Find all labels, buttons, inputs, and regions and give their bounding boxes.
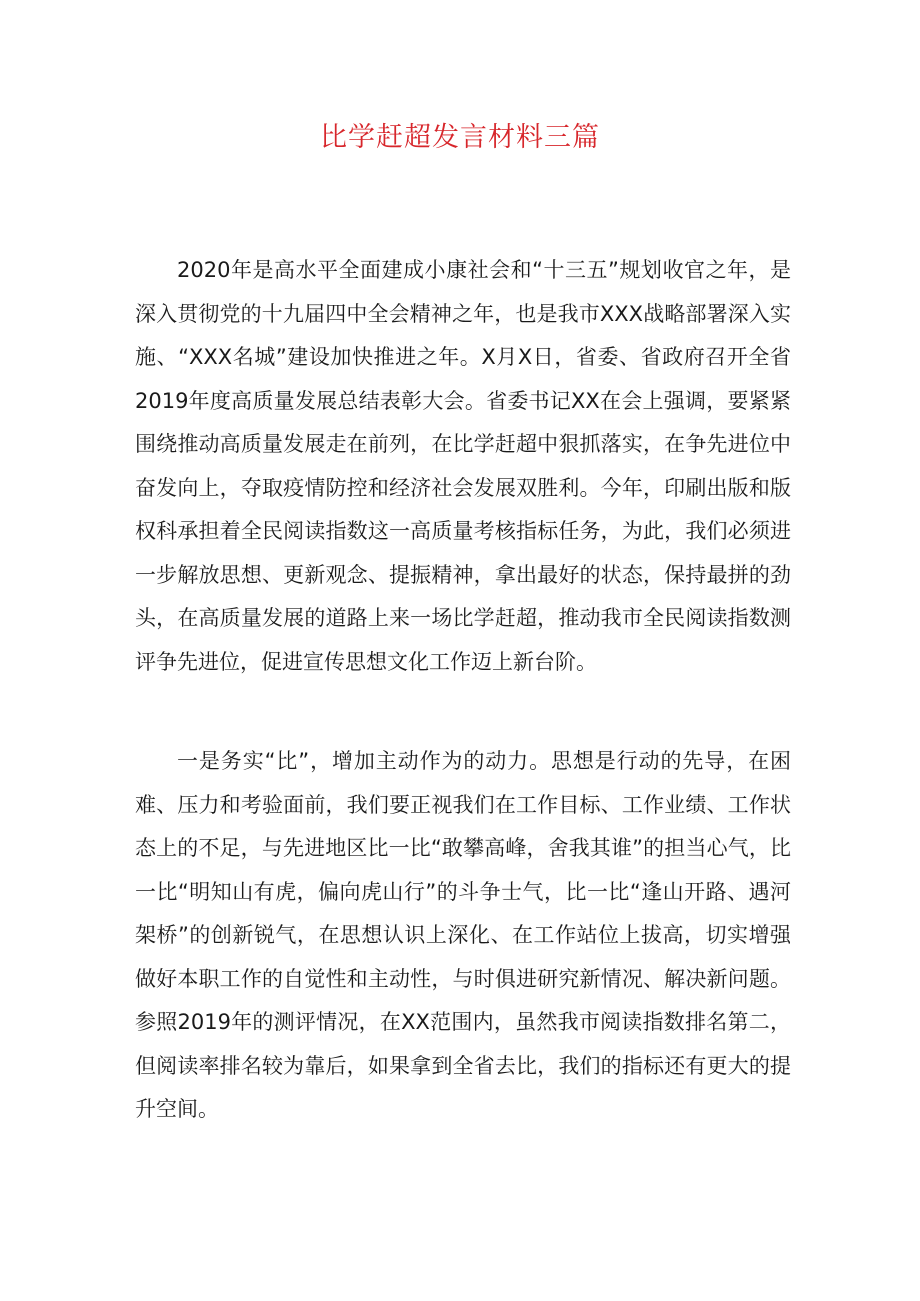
paragraph-intro: 2020年是高水平全面建成小康社会和“十三五”规划收官之年，是深入贯彻党的十九届四中全会精神之年，也是我市XXX战略部署深入实施、“XXX名城”建设加快推进之年。X月X日，省委、省政府召开全省2019年度高质量发展总结表彰大会。省委书记XX在会上强调，要紧紧围绕推动高质量发展走在前列，在比学赶超中狠抓落实，在争先进位中奋发向上，夺取疫情防控和经济社会发展双胜利。今年，印刷出版和版权科承担着全民阅读指数这一高质量考核指标任务，为此，我们必须进一步解放思想、更新观念、提振精神，拿出最好的状态，保持最拼的劲头，在高质量发展的道路上来一场比学赶超，推动我市全民阅读指数测评争先进位，促进宣传思想文化工作迈上新台阶。 <box>135 258 791 674</box>
paragraph-point-one: 一是务实“比”，增加主动作为的动力。思想是行动的先导，在困难、压力和考验面前，我们要正视我们在工作目标、工作业绩、工作状态上的不足，与先进地区比一比“敢攀高峰，舍我其谁”的担当心气，比一比“明知山有虎，偏向虎山行”的斗争士气，比一比“逢山开路、遇河架桥”的创新锐气，在思想认识上深化、在工作站位上拔高，切实增强做好本职工作的自觉性和主动性，与时俱进研究新情况、解决新问题。参照2019年的测评情况，在XX范围内，虽然我市阅读指数排名第二，但阅读率排名较为靠后，如果拿到全省去比，我们的指标还有更大的提升空间。 <box>135 749 791 1121</box>
document-title: 比学赶超发言材料三篇 <box>320 122 600 153</box>
